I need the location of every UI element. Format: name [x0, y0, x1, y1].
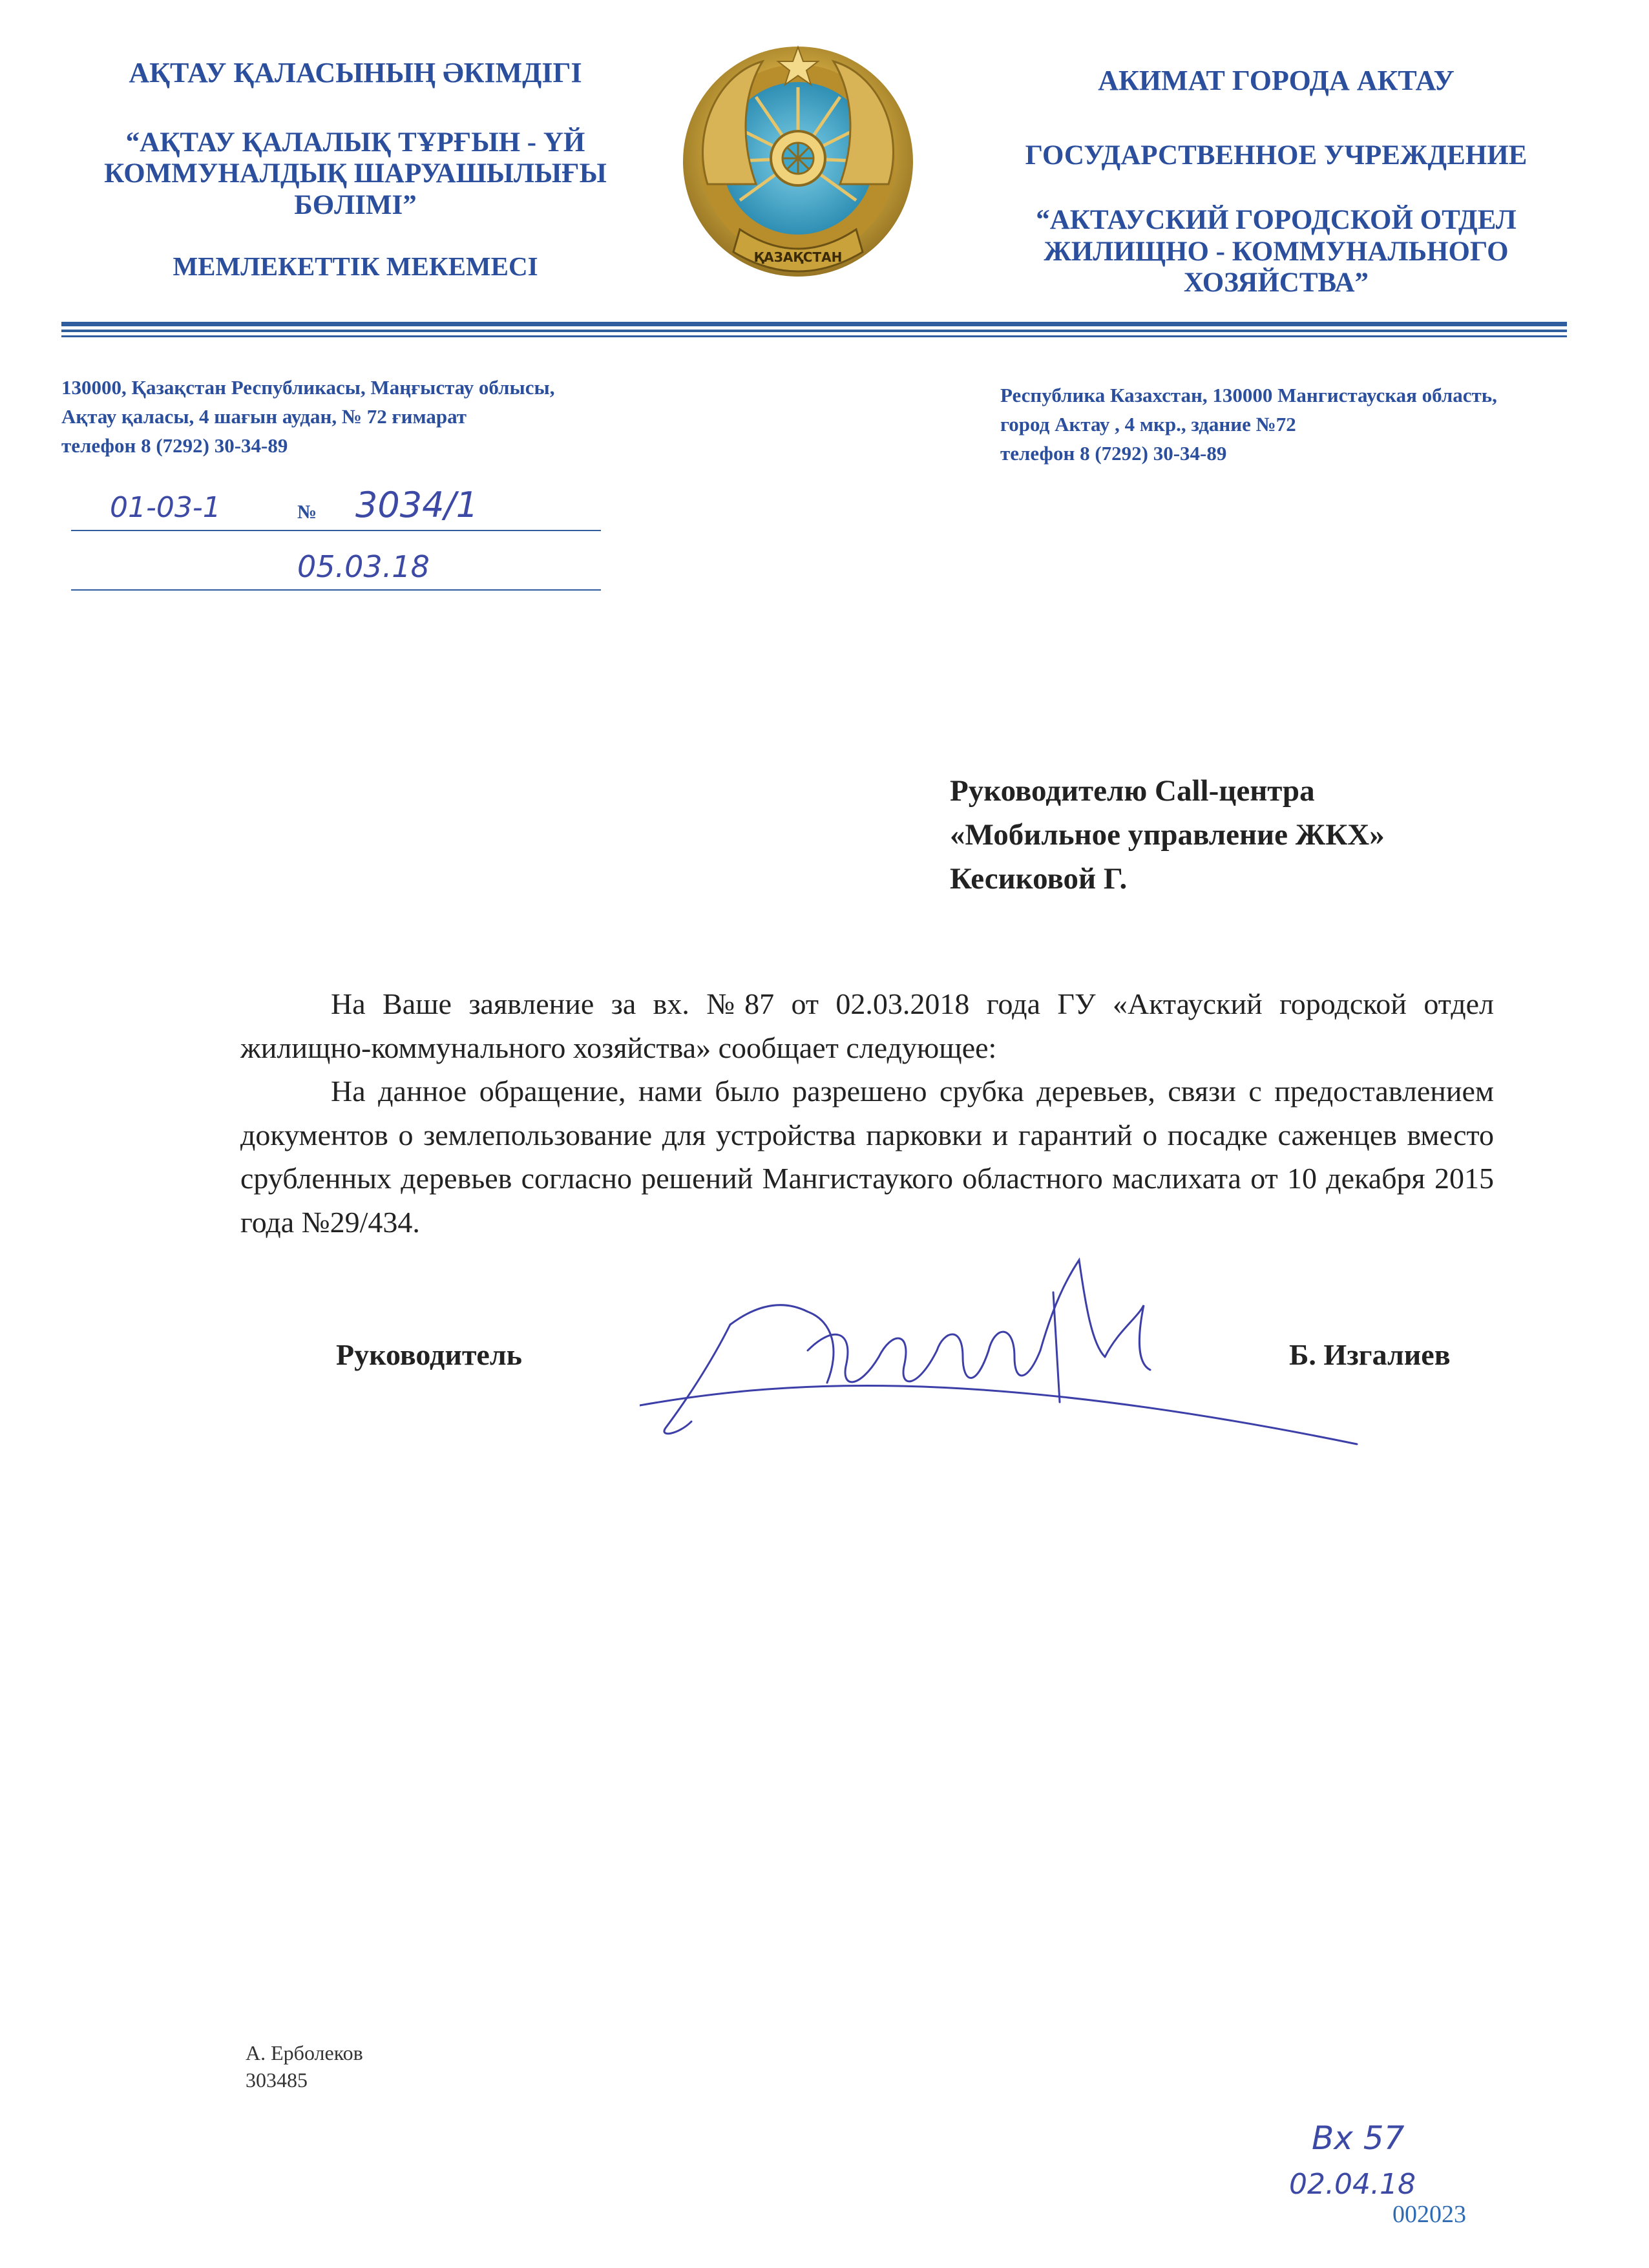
addressee-line2: «Мобильное управление ЖКХ» — [950, 818, 1385, 852]
address-ru-line1: Республика Казахстан, 130000 Мангистауская область, — [1000, 384, 1497, 406]
outgoing-reference — [71, 478, 601, 601]
addressee — [950, 769, 1385, 901]
header-ru — [963, 65, 1590, 299]
address-ru — [1000, 381, 1497, 468]
executor-name: А. Ерболеков — [246, 2041, 363, 2064]
header-kz-line4: БӨЛІМІ” — [294, 189, 417, 220]
header-ru-line1: АКИМАТ ГОРОДА АКТАУ — [1098, 65, 1455, 96]
body-paragraph-2: На данное обращение, нами было разрешено срубка деревьев, связи с предоставлением документов о землепользование для устройства парковки и гарантий о посадке саженцев вместо срубленных деревьев согласно решений Мангистаукого областного маслихата от 10 декабря 2015 года №29/434. — [240, 1075, 1494, 1239]
incoming-date: 02.04.18 — [1289, 2168, 1416, 2201]
incoming-stamp-number: 002023 — [1392, 2201, 1466, 2228]
letter-body — [240, 982, 1494, 1244]
header-kz-line5: МЕМЛЕКЕТТІК МЕКЕМЕСІ — [173, 251, 538, 281]
header-kz-line1: АҚТАУ ҚАЛАСЫНЫҢ ӘКІМДІГІ — [129, 57, 582, 89]
executor-phone: 303485 — [246, 2068, 308, 2092]
header-ru-line5: ХОЗЯЙСТВА” — [1183, 267, 1369, 298]
address-kz-line3: телефон 8 (7292) 30-34-89 — [61, 434, 288, 457]
emblem-graphic — [678, 36, 918, 294]
header-ru-line4: ЖИЛИЩНО - КОММУНАЛЬНОГО — [1044, 236, 1509, 267]
header-divider — [61, 322, 1567, 337]
address-kz-line1: 130000, Қазақстан Республикасы, Маңғыстау облысы, — [61, 376, 555, 399]
address-ru-line2: город Актау , 4 мкр., здание №72 — [1000, 412, 1296, 436]
handwritten-signature — [640, 1254, 1376, 1467]
outgoing-no-sign: № — [297, 501, 317, 523]
outgoing-index: 01-03-1 — [110, 491, 221, 524]
address-kz-line2: Ақтау қаласы, 4 шағын аудан, № 72 ғимарат — [61, 404, 467, 428]
incoming-number: Вх 57 — [1312, 2119, 1405, 2157]
state-emblem — [678, 36, 918, 294]
header-kz — [45, 57, 666, 282]
address-kz — [61, 373, 554, 461]
outgoing-line-2 — [71, 589, 601, 591]
header-ru-line2: ГОСУДАРСТВЕННОЕ УЧРЕЖДЕНИЕ — [1025, 140, 1528, 171]
outgoing-number: 3034/1 — [355, 485, 478, 525]
outgoing-line-1 — [71, 530, 601, 531]
body-paragraph-1: На Ваше заявление за вх. №87 от 02.03.2018 года ГУ «Актауский городской отдел жилищно-коммунального хозяйства» сообщает следующее: — [240, 987, 1494, 1064]
executor — [246, 2040, 363, 2094]
address-ru-line3: телефон 8 (7292) 30-34-89 — [1000, 441, 1227, 465]
signatory-position: Руководитель — [336, 1338, 522, 1371]
header-kz-line3: КОММУНАЛДЫҚ ШАРУАШЫЛЫҒЫ — [104, 158, 607, 189]
addressee-line1: Руководителю Call-центра — [950, 774, 1315, 808]
header-kz-line2: “АҚТАУ ҚАЛАЛЫҚ ТҰРҒЫН - ҮЙ — [125, 127, 585, 158]
emblem-ribbon-text: ҚАЗАҚСТАН — [753, 249, 843, 265]
header-ru-line3: “АКТАУСКИЙ ГОРОДСКОЙ ОТДЕЛ — [1036, 205, 1517, 236]
outgoing-date: 05.03.18 — [297, 549, 430, 584]
addressee-line3: Кесиковой Г. — [950, 862, 1128, 896]
signatory-name: Б. Изгалиев — [1289, 1338, 1451, 1371]
